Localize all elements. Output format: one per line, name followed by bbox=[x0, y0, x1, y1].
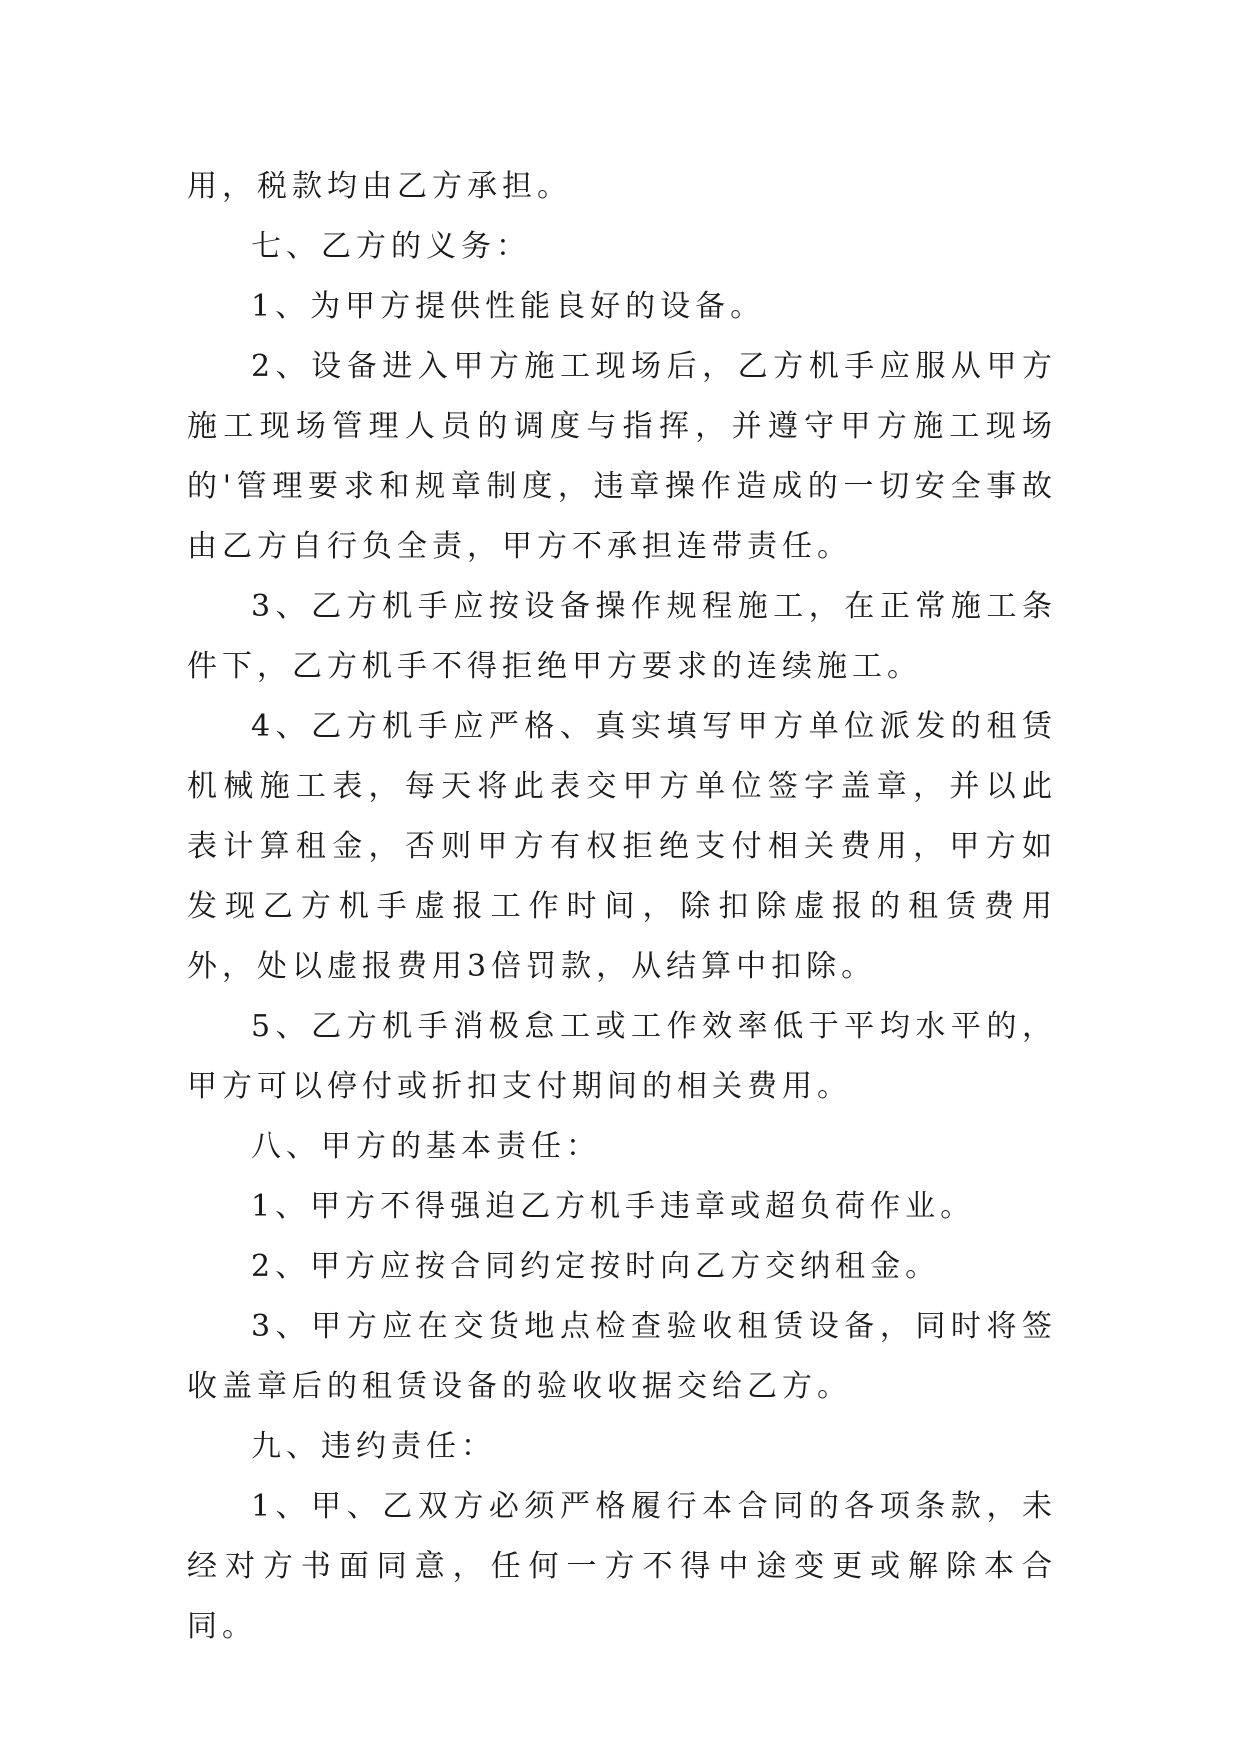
document-body bbox=[187, 157, 1057, 1657]
paragraph-b-obligation-4: 4、乙方机手应严格、真实填写甲方单位派发的租赁机械施工表，每天将此表交甲方单位签字盖章，并以此表计算租金，否则甲方有权拒绝支付相关费用，甲方如发现乙方机手虚报工作时间，除扣除虚报的租赁费用外，处以虚报费用3倍罚款，从结算中扣除。 bbox=[187, 709, 1057, 984]
paragraph-a-responsibility-3: 3、甲方应在交货地点检查验收租赁设备，同时将签收盖章后的租赁设备的验收收据交给乙方。 bbox=[187, 1309, 1057, 1404]
paragraph-a-responsibility-2: 2、甲方应按合同约定按时向乙方交纳租金。 bbox=[251, 1249, 941, 1284]
paragraph-b-obligation-5: 5、乙方机手消极怠工或工作效率低于平均水平的，甲方可以停付或折扣支付期间的相关费用。 bbox=[187, 1009, 1057, 1104]
paragraph-breach-liability-1: 1、甲、乙双方必须严格履行本合同的各项条款，未经对方书面同意，任何一方不得中途变更或解除本合同。 bbox=[187, 1489, 1057, 1644]
paragraph-b-obligation-3: 3、乙方机手应按设备操作规程施工，在正常施工条件下，乙方机手不得拒绝甲方要求的连续施工。 bbox=[187, 589, 1057, 684]
paragraph-b-obligation-1: 1、为甲方提供性能良好的设备。 bbox=[251, 289, 766, 324]
section-heading-party-b-obligations: 七、乙方的义务： bbox=[251, 229, 531, 264]
paragraph-b-obligation-2: 2、设备进入甲方施工现场后，乙方机手应服从甲方施工现场管理人员的调度与指挥，并遵守甲方施工现场的'管理要求和规章制度，违章操作造成的一切安全事故由乙方自行负全责，甲方不承担连带责任。 bbox=[187, 349, 1057, 564]
section-heading-breach-liability: 九、违约责任： bbox=[251, 1429, 496, 1464]
paragraph-tax-continuation: 用，税款均由乙方承担。 bbox=[187, 169, 572, 204]
paragraph-a-responsibility-1: 1、甲方不得强迫乙方机手违章或超负荷作业。 bbox=[251, 1189, 976, 1224]
section-heading-party-a-responsibilities: 八、甲方的基本责任： bbox=[251, 1129, 601, 1164]
